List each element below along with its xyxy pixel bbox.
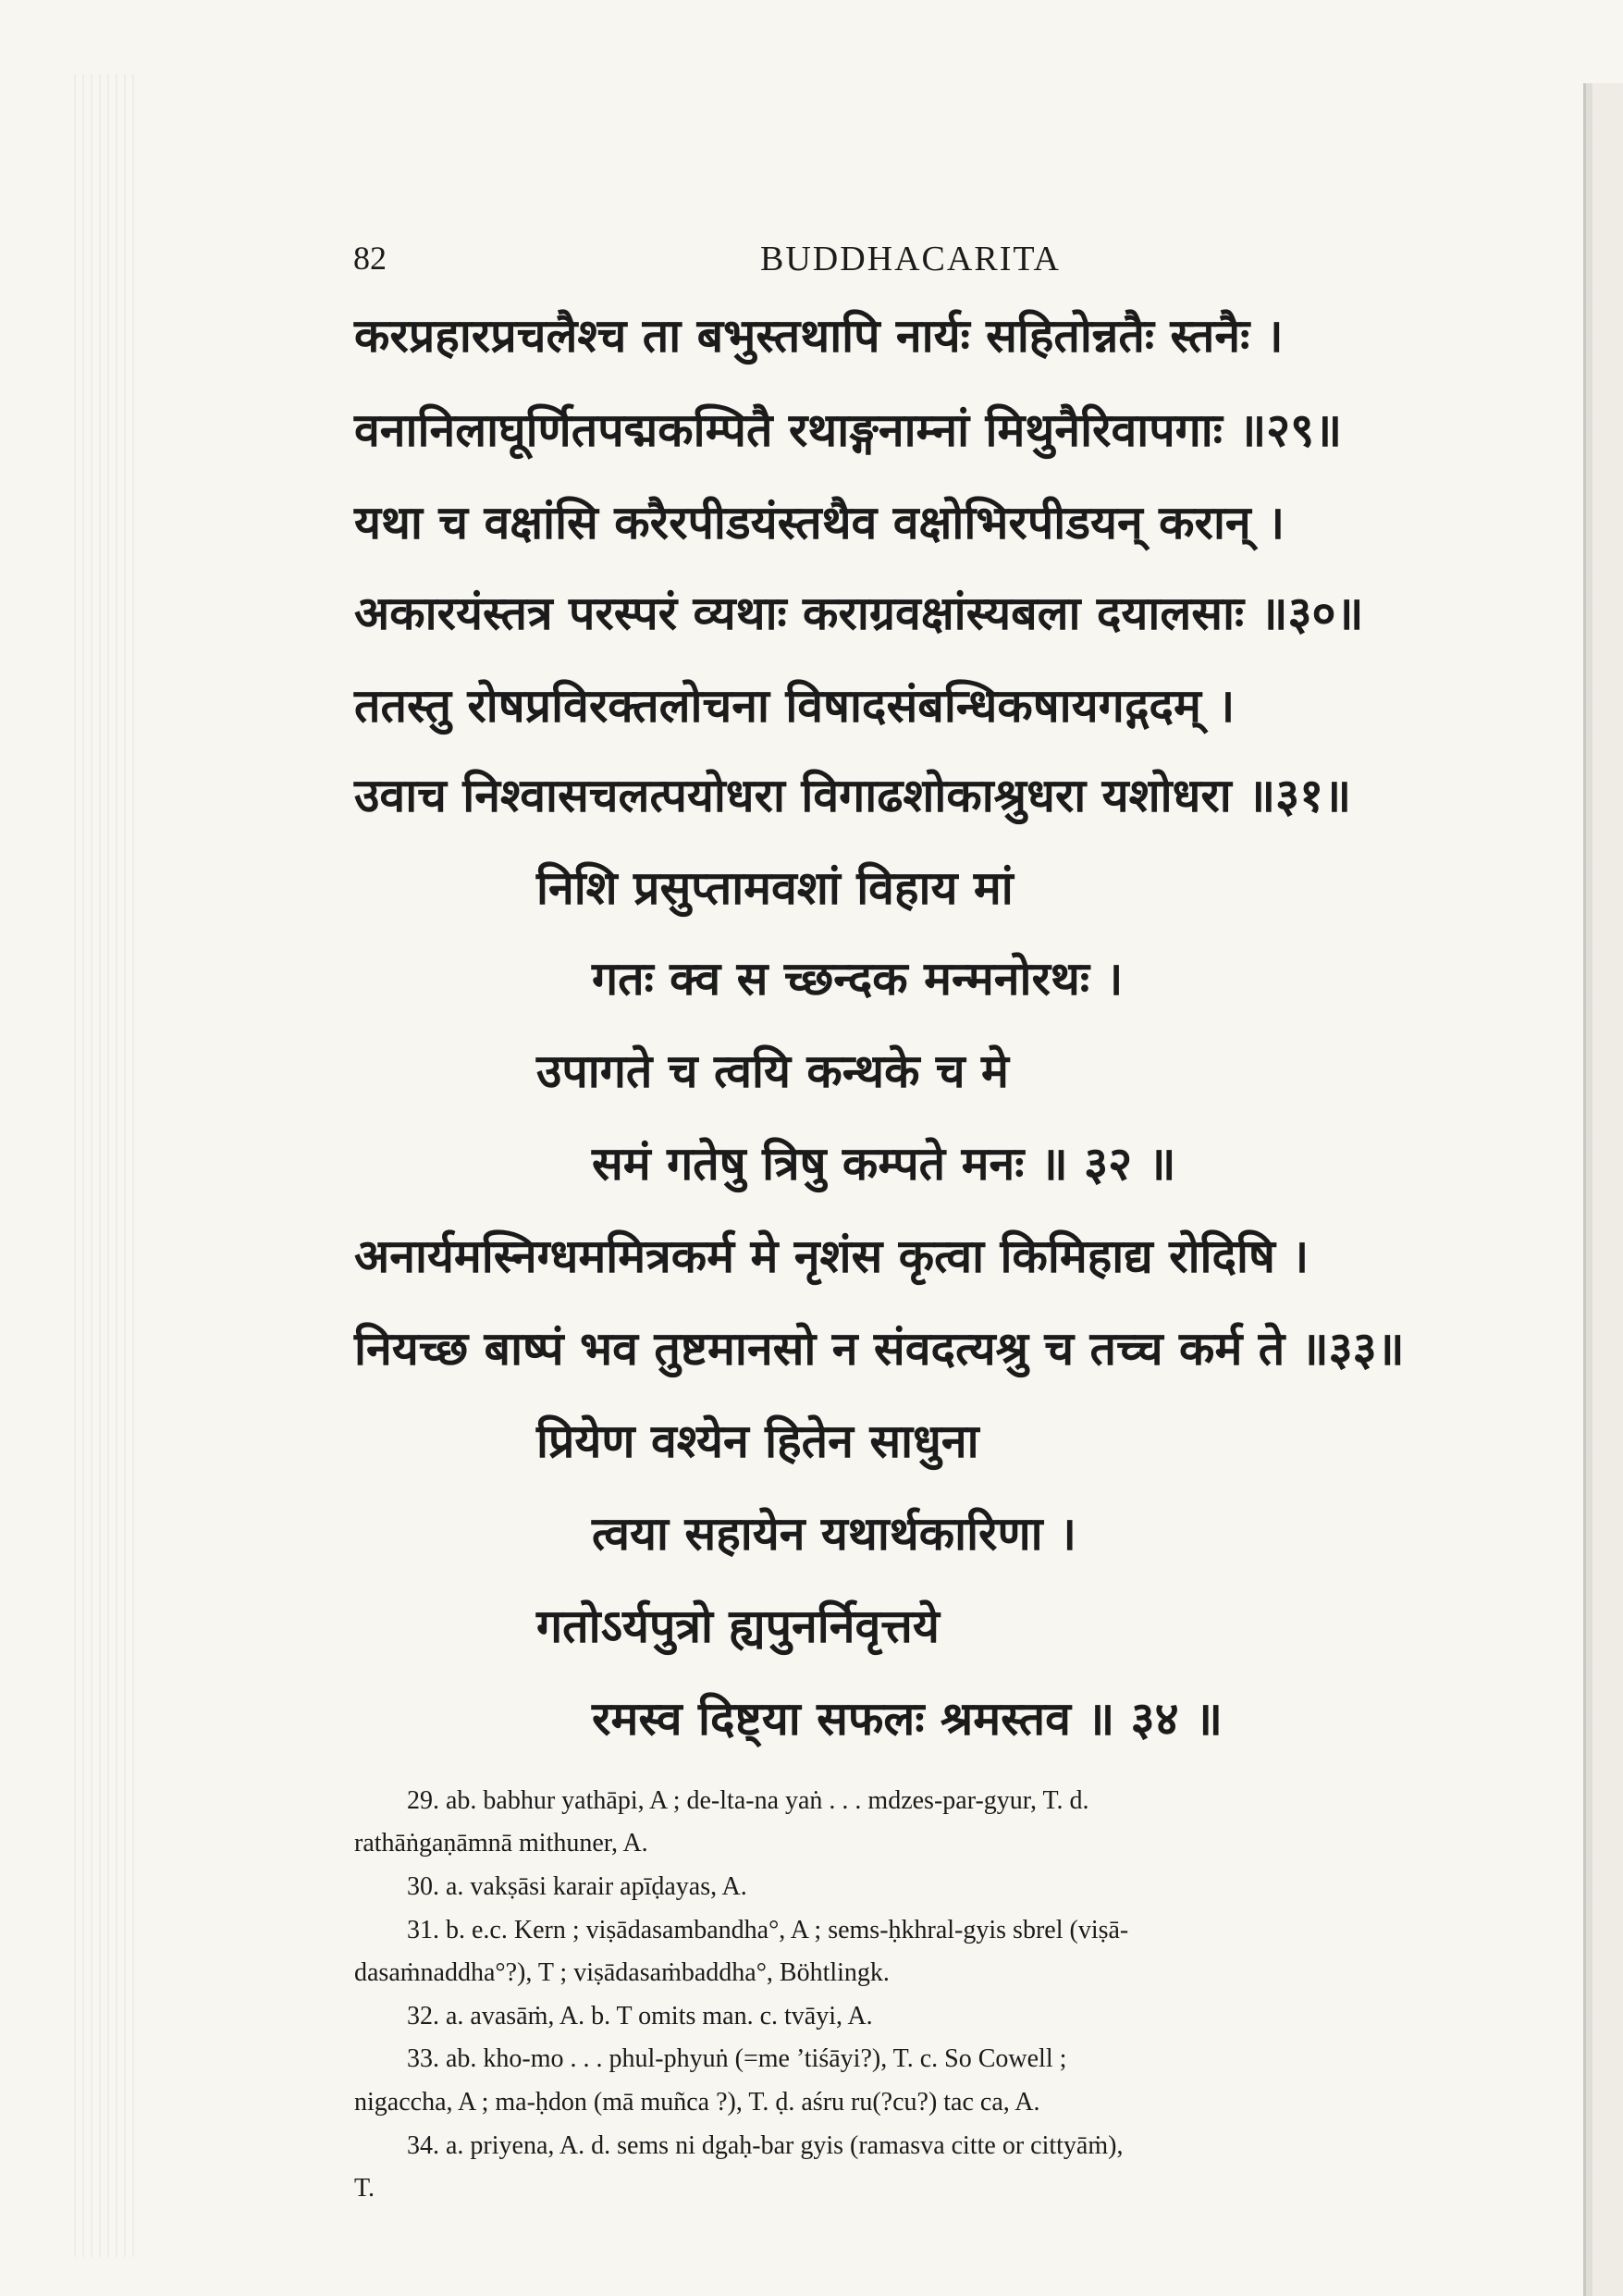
- verse-line: प्रियेण वश्येन हितेन साधुना: [536, 1414, 979, 1468]
- verse-line: गतः क्व स च्छन्दक मन्मनोरथः ।: [592, 952, 1124, 1006]
- verse-line: ततस्तु रोषप्रविरक्तलोचना विषादसंबन्धिकषायगद्गदम् ।: [354, 679, 1236, 733]
- verse-line: त्वया सहायेन यथार्थकारिणा ।: [592, 1507, 1076, 1561]
- page-number: 82: [353, 240, 387, 277]
- footnote-line: 31. b. e.c. Kern ; viṣādasambandha°, A ; sems-ḥkhral-gyis sbrel (viṣā-: [407, 1916, 1129, 1944]
- verse-line: अनार्यमस्निग्धममित्रकर्म मे नृशंस कृत्वा किमिहाद्य रोदिषि ।: [354, 1229, 1309, 1283]
- right-page-edge: [1583, 83, 1623, 2296]
- footnote-line: nigaccha, A ; ma-ḥdon (mā muñca ?), T. ḍ. aśru ru(?cu?) tac ca, A.: [354, 2088, 1040, 2117]
- verse-line: निशि प्रसुप्तामवशां विहाय मां: [536, 861, 1014, 915]
- verse-line: उपागते च त्वयि कन्थके च मे: [536, 1044, 1009, 1098]
- footnote-line: T.: [354, 2174, 375, 2203]
- verse-line: समं गतेषु त्रिषु कम्पते मनः ॥ ३२ ॥: [592, 1137, 1176, 1191]
- verse-line: उवाच निश्वासचलत्पयोधरा विगाढशोकाश्रुधरा यशोधरा ॥३१॥: [354, 769, 1352, 822]
- footnote-line: 29. ab. babhur yathāpi, A ; de-lta-na yaṅ . . . mdzes-par-gyur, T. d.: [407, 1786, 1089, 1815]
- verse-line: वनानिलाघूर्णितपद्मकम्पितै रथाङ्गनाम्नां मिथुनैरिवापगाः ॥२९॥: [354, 403, 1343, 457]
- left-binding-shadow: [74, 74, 139, 2257]
- footnote-line: 34. a. priyena, A. d. sems ni dgaḥ-bar gyis (ramasva citte or cittyāṁ),: [407, 2131, 1124, 2160]
- footnote-line: 33. ab. kho-mo . . . phul-phyuṅ (=me ’tiśāyi?), T. c. So Cowell ;: [407, 2044, 1067, 2073]
- footnote-line: rathāṅgaṇāmnā mithuner, A.: [354, 1829, 648, 1858]
- verse-line: यथा च वक्षांसि करैरपीडयंस्तथैव वक्षोभिरपीडयन् करान् ।: [354, 496, 1285, 549]
- verse-line: अकारयंस्तत्र परस्परं व्यथाः कराग्रवक्षांस्यबला दयालसाः ॥३०॥: [354, 586, 1364, 640]
- verse-line: गतोऽर्यपुत्रो ह्यपुनर्निवृत्तये: [536, 1599, 940, 1653]
- running-title: BUDDHACARITA: [760, 240, 1061, 278]
- footnote-line: 30. a. vakṣāsi karair apīḍayas, A.: [407, 1872, 747, 1901]
- verse-line: नियच्छ बाष्पं भव तुष्टमानसो न संवदत्यश्रु च तच्च कर्म ते ॥३३॥: [354, 1322, 1405, 1376]
- verse-line: करप्रहारप्रचलैश्च ता बभुस्तथापि नार्यः सहितोन्नतैः स्तनैः ।: [354, 309, 1284, 363]
- verse-line: रमस्व दिष्ट्या सफलः श्रमस्तव ॥ ३४ ॥: [592, 1692, 1223, 1746]
- footnote-line: 32. a. avasāṁ, A. b. T omits man. c. tvāyi, A.: [407, 2002, 873, 2031]
- footnote-line: dasaṁnaddha°?), T ; viṣādasaṁbaddha°, Böhtlingk.: [354, 1958, 890, 1987]
